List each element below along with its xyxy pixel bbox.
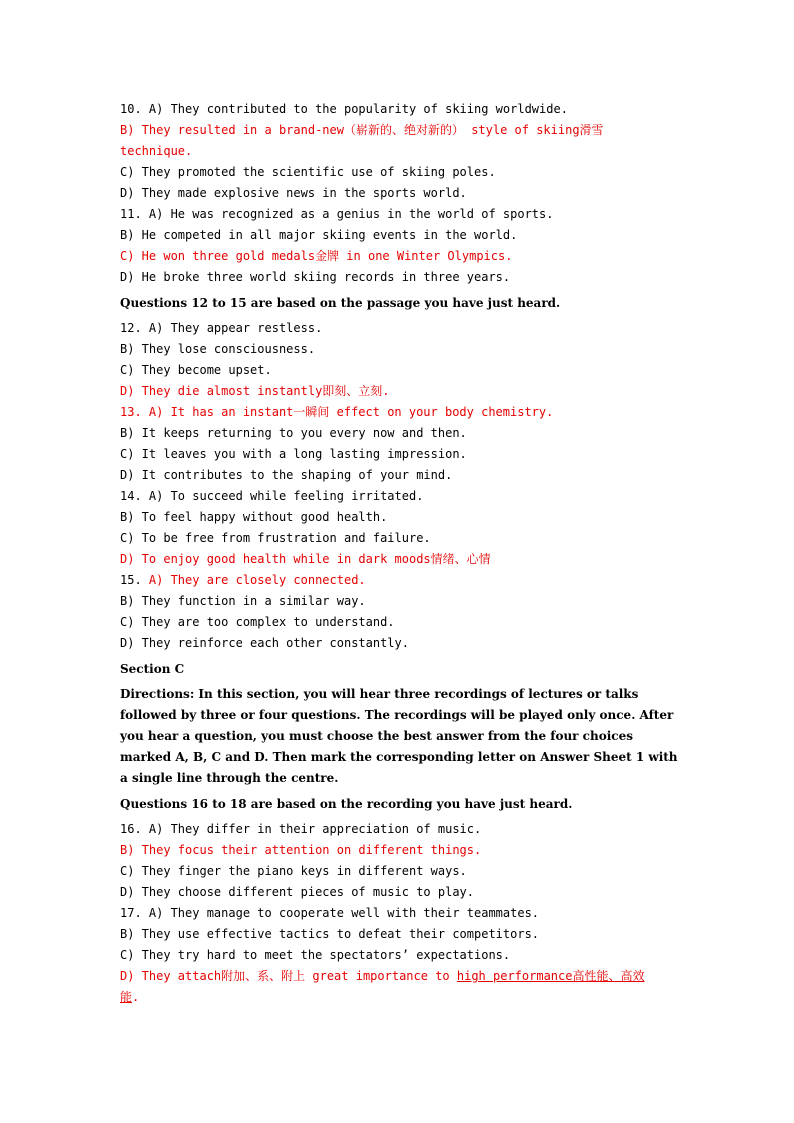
option-line-q13a: 13. A) It has an instant一瞬间 effect on your body chemistry. (120, 405, 554, 419)
option-line-q14b: B) To feel happy without good health. (120, 510, 388, 524)
questions-12-15 (120, 318, 680, 654)
option-line-q14a: 14. A) To succeed while feeling irritated. (120, 489, 424, 503)
option-line-q16d: D) They choose different pieces of music to play. (120, 885, 475, 899)
option-line-q14d: D) To enjoy good health while in dark moods情绪、心情 (120, 552, 491, 566)
option-line-q13b: B) It keeps returning to you every now and then. (120, 426, 467, 440)
question-17-option-d (120, 966, 680, 987)
option-line-q10a: 10. A) They contributed to the popularity of skiing worldwide. (120, 102, 568, 116)
option-line-q10b1: B) They resulted in a brand-new（崭新的、绝对新的） style of skiing滑雪 (120, 123, 604, 137)
option-line-q16b: B) They focus their attention on different things. (120, 843, 482, 857)
option-line-q11a: 11. A) He was recognized as a genius in the world of sports. (120, 207, 554, 221)
option-line-q11c: C) He won three gold medals金牌 in one Winter Olympics. (120, 249, 513, 263)
option-line-q10b2: technique. (120, 144, 193, 158)
option-line-q17a: 17. A) They manage to cooperate well with their teammates. (120, 906, 540, 920)
heading-questions-16-18: Questions 16 to 18 are based on the recording you have just heard. (120, 797, 573, 811)
option-line-q17c: C) They try hard to meet the spectators’ expectations. (120, 948, 511, 962)
option-line-q16a: 16. A) They differ in their appreciation of music. (120, 822, 482, 836)
option-line-q14c: C) To be free from frustration and failure. (120, 531, 431, 545)
option-line-q15num (120, 570, 680, 591)
q17d-underlined: high performance高性能、高效 (456, 969, 645, 983)
section-c-title: Section C (120, 662, 185, 676)
questions-10-11 (120, 99, 680, 288)
option-line-q17b: B) They use effective tactics to defeat their competitors. (120, 927, 540, 941)
option-line-q16c: C) They finger the piano keys in different ways. (120, 864, 467, 878)
q17d-prefix: D) They attach附加、系、附上 great importance to (120, 969, 457, 983)
questions-16-17 (120, 819, 680, 966)
q15-number: 15. (120, 573, 149, 587)
q15-answer-a: A) They are closely connected. (148, 573, 366, 587)
option-line-q12b: B) They lose consciousness. (120, 342, 316, 356)
option-line-q13d: D) It contributes to the shaping of your mind. (120, 468, 453, 482)
option-line-q15d: D) They reinforce each other constantly. (120, 636, 409, 650)
option-line-q15b: B) They function in a similar way. (120, 594, 366, 608)
section-c-directions: Directions: In this section, you will hear three recordings of lectures or talks followed by three or four questions. The recordings will be played only once. After you hear a question, you must choose the best answer from the four choices marked A, B, C and D. Then mark the corresponding letter on Answer Sheet 1 with a single line through the centre. (120, 687, 678, 785)
option-line-q11b: B) He competed in all major skiing events in the world. (120, 228, 518, 242)
option-line-q12a: 12. A) They appear restless. (120, 321, 323, 335)
option-line-q11d: D) He broke three world skiing records in three years. (120, 270, 511, 284)
heading-questions-12-15: Questions 12 to 15 are based on the passage you have just heard. (120, 296, 561, 310)
exam-document (120, 99, 680, 1008)
q17d-underlined-cont: 能 (120, 990, 133, 1004)
option-line-q12d: D) They die almost instantly即刻、立刻. (120, 384, 390, 398)
option-line-q15c: C) They are too complex to understand. (120, 615, 395, 629)
question-17-option-d-cont (120, 987, 680, 1008)
option-line-q10c: C) They promoted the scientific use of skiing poles. (120, 165, 496, 179)
option-line-q12c: C) They become upset. (120, 363, 272, 377)
option-line-q10d: D) They made explosive news in the sports world. (120, 186, 467, 200)
q17d-tail: . (132, 990, 140, 1004)
option-line-q13c: C) It leaves you with a long lasting impression. (120, 447, 467, 461)
